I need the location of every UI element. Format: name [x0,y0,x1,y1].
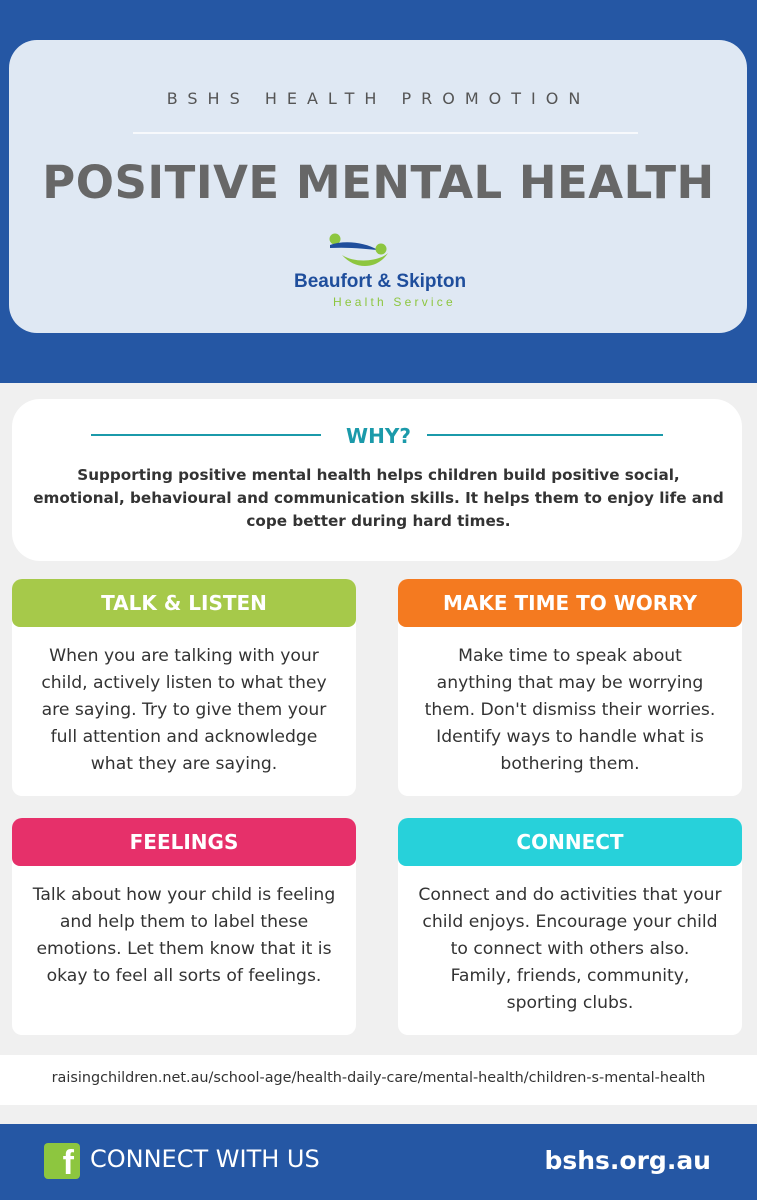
website-link[interactable]: bshs.org.au [544,1146,711,1175]
tip-card-connect [398,818,742,1035]
tip-title: MAKE TIME TO WORRY [398,579,742,627]
tip-card-feelings [12,818,356,1035]
tip-card-talk-listen [12,579,356,796]
organisation-logo [292,231,482,311]
tip-title: FEELINGS [12,818,356,866]
why-heading: WHY? [346,424,411,448]
source-link[interactable]: raisingchildren.net.au/school-age/health-daily-care/mental-health/children-s-mental-health [51,1070,706,1086]
tip-body: Connect and do activities that your child enjoys. Encourage your child to connect with others also. Family, friends, community, sporting clubs. [418,885,722,1013]
logo-figure-icon [326,231,396,271]
header-divider [133,132,638,134]
connect-with-us-label: CONNECT WITH US [90,1145,320,1173]
logo-subtitle: Health Service [333,295,456,309]
why-text: Supporting positive mental health helps children build positive social, emotional, behavioural and communication skills. It helps them to enjoy life and cope better during hard times. [33,466,724,530]
tip-body: Talk about how your child is feeling and help them to label these emotions. Let them know that it is okay to feel all sorts of feelings. [32,885,336,986]
tip-body: When you are talking with your child, actively listen to what they are saying. Try to give them your full attention and acknowledge what they are saying. [41,646,327,774]
facebook-icon[interactable]: f [44,1143,80,1179]
tip-body: Make time to speak about anything that may be worrying them. Don't dismiss their worries. Identify ways to handle what is bothering them. [424,646,716,774]
tip-title: CONNECT [398,818,742,866]
logo-name: Beaufort & Skipton [294,271,467,292]
page-title: POSITIVE MENTAL HEALTH [42,156,715,209]
tip-title: TALK & LISTEN [12,579,356,627]
tip-card-make-time-to-worry [398,579,742,796]
header-kicker: BSHS HEALTH PROMOTION [166,89,591,108]
